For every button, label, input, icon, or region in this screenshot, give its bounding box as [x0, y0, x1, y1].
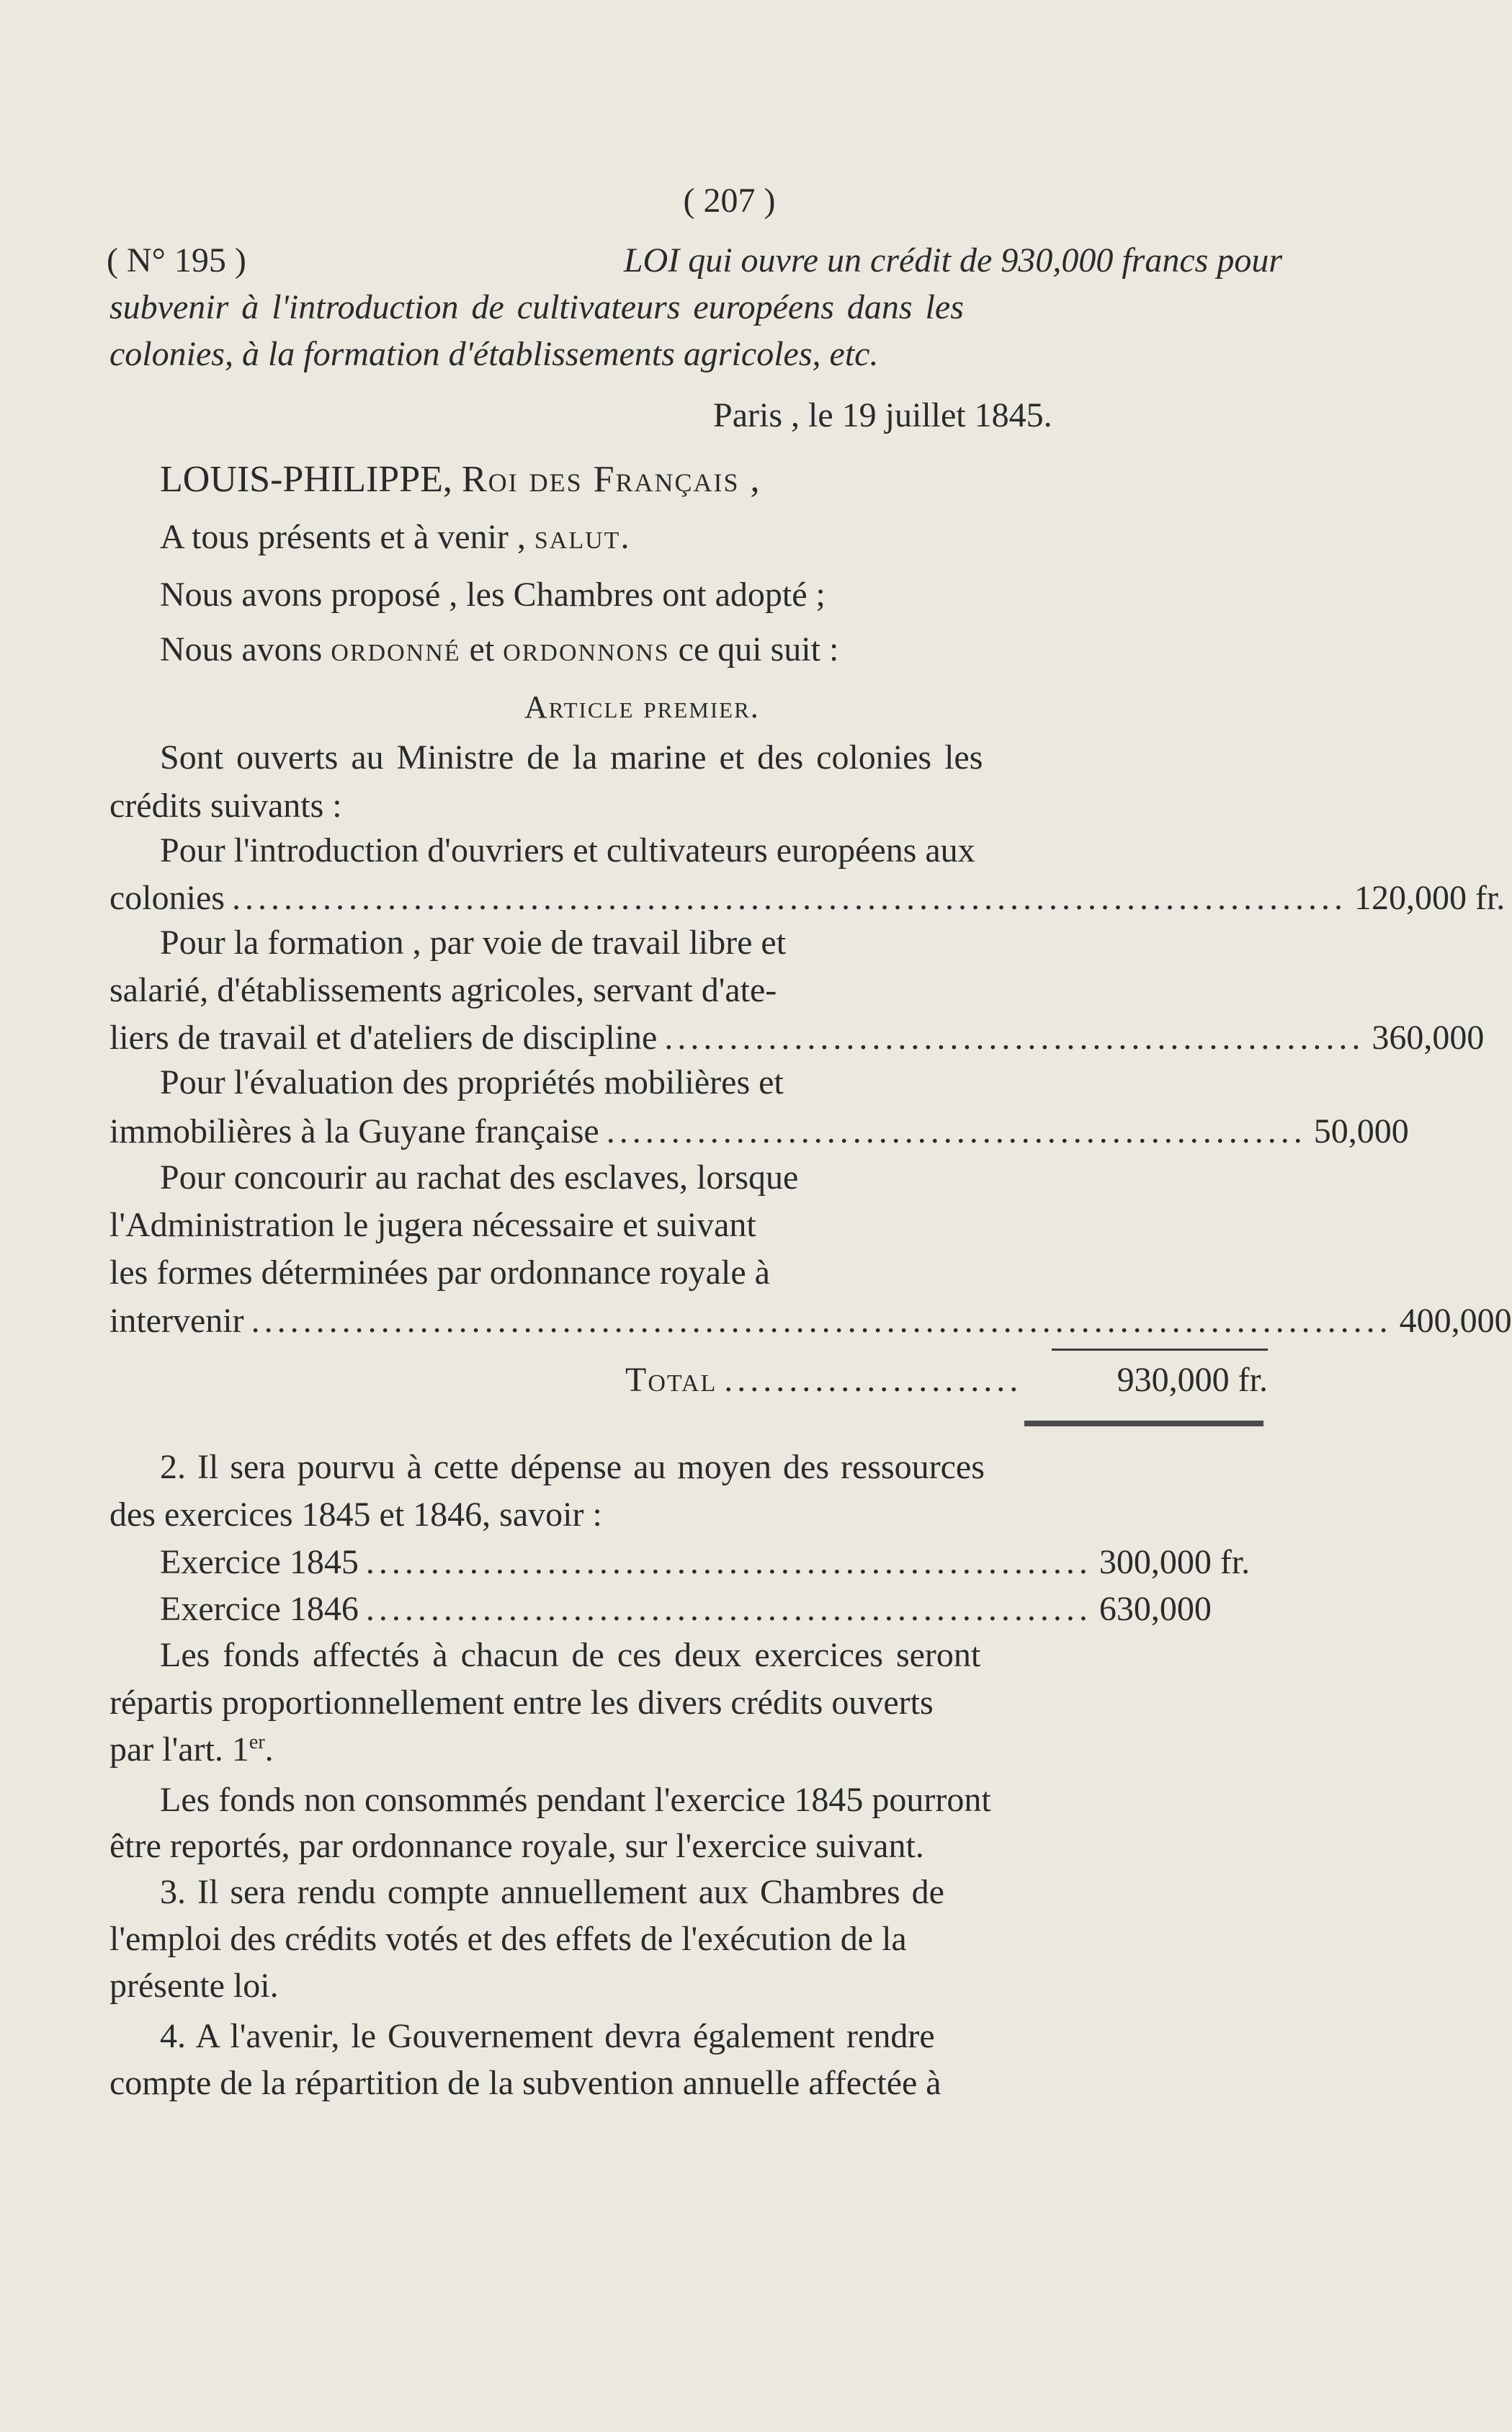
art3-line-2: l'emploi des crédits votés et des effets de l'exécution de la [109, 1920, 907, 1958]
art4-line-1: 4. A l'avenir, le Gouvernement devra également rendre [160, 2017, 935, 2055]
credit-4-line-3: les formes déterminées par ordonnance royale à [109, 1253, 770, 1292]
dot-leader: ........................................................................................ [251, 1302, 1392, 1340]
credit-4-line-2: l'Administration le jugera nécessaire et suivant [109, 1206, 756, 1244]
king-line [160, 461, 761, 499]
exercise-1846-amount: 630,000 [1099, 1590, 1212, 1628]
art1-intro-line-1: Sont ouverts au Ministre de la marine et des colonies les [160, 738, 983, 777]
total-label: Total [625, 1361, 717, 1399]
credit-2-amount: 360,000 [1372, 1019, 1485, 1057]
king-title: Roi des Français , [461, 459, 761, 500]
art3-line-1: 3. Il sera rendu compte annuellement aux Chambres de [160, 1873, 944, 1911]
date-line: Paris , le 19 juillet 1845. [713, 396, 1052, 434]
art2-p1-line-1: Les fonds affectés à chacun de ces deux exercices seront [160, 1636, 981, 1674]
law-title-part-2: subvenir à l'introduction de cultivateurs européens dans les [109, 288, 964, 326]
dot-leader: ...................................................... [664, 1019, 1365, 1057]
credit-2-line-1: Pour la formation , par voie de travail libre et [160, 924, 787, 962]
dot-leader: ........................................................ [365, 1543, 1092, 1581]
credit-3-line-1: Pour l'évaluation des propriétés mobilières et [160, 1063, 784, 1101]
law-heading-line-1 [107, 243, 1282, 278]
salut-line: A tous présents et à venir , salut. [160, 518, 631, 556]
exercise-1846-line: Exercice 1846 ........................................................ 630,000 [160, 1590, 1212, 1628]
dot-leader: ....................... [724, 1361, 1023, 1399]
law-title-part-3: colonies, à la formation d'établissements agricoles, etc. [109, 335, 879, 373]
law-number: ( N° 195 ) [107, 241, 246, 280]
art4-line-2: compte de la répartition de la subvention annuelle affectée à [109, 2064, 941, 2102]
credit-2-line-2: salarié, d'établissements agricoles, servant d'ate- [109, 971, 777, 1009]
credit-3-line-2: immobilières à la Guyane française ...................................................... 50,000 [109, 1112, 1409, 1150]
article-title: Article premier. [524, 689, 760, 725]
art2-p2-line-2: être reportés, par ordonnance royale, sur l'exercice suivant. [109, 1827, 924, 1865]
art2-line-2: des exercices 1845 et 1846, savoir : [109, 1496, 602, 1534]
dot-leader: ...................................................................................... [231, 879, 1347, 917]
art2-line-1: 2. Il sera pourvu à cette dépense au moyen des ressources [160, 1448, 985, 1486]
salut-word: salut. [534, 518, 631, 556]
credit-1-line-2: colonies ...................................................................................... 120,000 fr. [109, 879, 1506, 917]
exercise-1845-line: Exercice 1845 ........................................................ 300,000 fr. [160, 1543, 1251, 1581]
page-number: ( 207 ) [683, 182, 776, 220]
credit-2-line-3: liers de travail et d'ateliers de discipline ...................................................... 360,000 [109, 1019, 1485, 1057]
credit-4-line-4: intervenir ........................................................................................ 400,000 [109, 1302, 1512, 1340]
proposed-line: Nous avons proposé , les Chambres ont adopté ; [160, 576, 826, 614]
king-name: LOUIS-PHILIPPE, [160, 459, 452, 500]
ordonne-line: Nous avons ordonné et ordonnons ce qui suit : [160, 630, 839, 669]
credit-4-amount: 400,000 [1399, 1302, 1512, 1340]
credit-4-line-1: Pour concourir au rachat des esclaves, lorsque [160, 1158, 799, 1197]
sum-rule [1052, 1349, 1268, 1351]
exercise-1845-amount: 300,000 fr. [1099, 1543, 1251, 1581]
law-title-part-1: LOI qui ouvre un crédit de 930,000 francs pour [623, 241, 1282, 280]
credit-3-amount: 50,000 [1313, 1112, 1409, 1150]
art2-p2-line-1: Les fonds non consommés pendant l'exercice 1845 pourront [160, 1781, 991, 1819]
art1-intro-line-2: crédits suivants : [109, 787, 342, 825]
credit-1-amount: 120,000 fr. [1354, 879, 1506, 917]
total-amount: 930,000 fr. [1117, 1361, 1268, 1399]
art2-p1-line-3: par l'art. 1er. [109, 1730, 274, 1769]
art2-p1-line-2: répartis proportionnellement entre les divers crédits ouverts [109, 1684, 934, 1722]
art3-line-3: présente loi. [109, 1967, 279, 2005]
total-line [625, 1363, 1268, 1398]
dot-leader: ........................................................ [365, 1590, 1092, 1628]
dot-leader: ...................................................... [606, 1112, 1307, 1150]
double-rule [1024, 1421, 1263, 1426]
credit-1-line-1: Pour l'introduction d'ouvriers et cultivateurs européens aux [160, 831, 975, 869]
